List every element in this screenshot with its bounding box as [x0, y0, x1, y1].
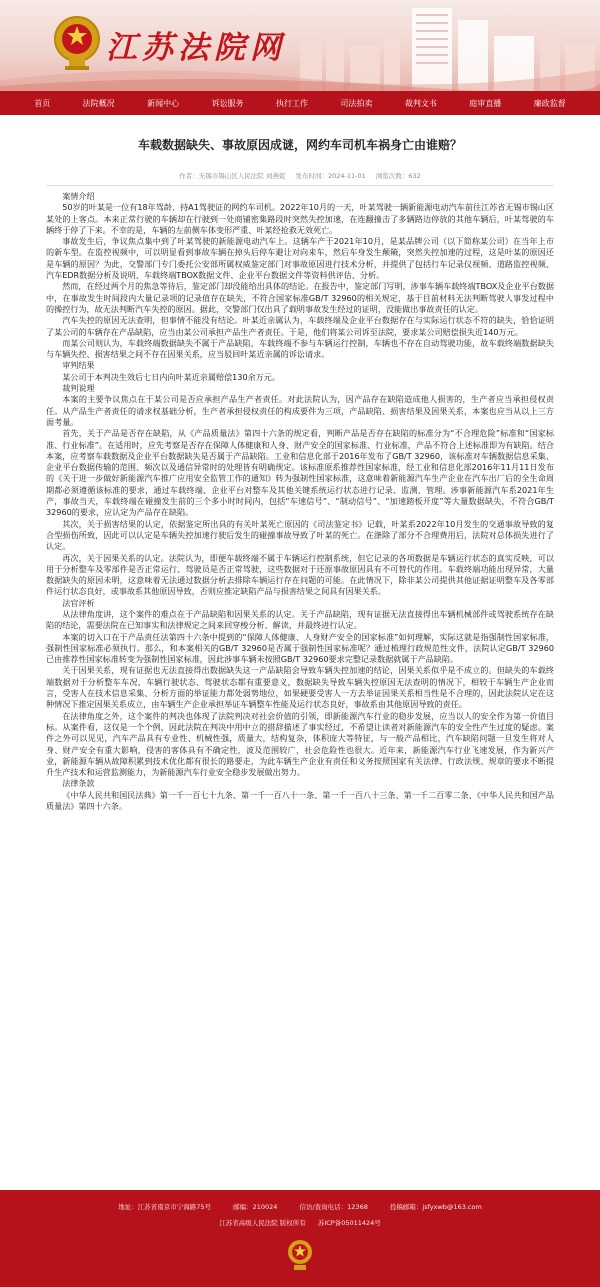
paragraph: 首先，关于产品是否存在缺陷，从《产品质量法》第四十六条的规定看，判断产品是否存在缺陷的标准分为“不合理危险”标准和“国家标准、行业标准”。在适用时，应先考察是否存在保障人体健康和人身、财产安全的国家标准、行业标准，产品不符合上述标准即为有缺陷。结合本案，应考察车载数据及企业平台数据缺失是否属于产品缺陷。工业和信息化部于2016年发布了GB/T 32960，该标准对车辆数据信息采集、企业平台数据传输的范围、频次以及通信异常时的处理皆有明确规定。该标准原系推荐性国家标准，经工业和信息化部2016年11月11日发布的《关于进一步做好新能源汽车推广应用安全监管工作的通知》转为强制性国家标准，这意味着新能源汽车生产企业在汽车出厂后的全生命周期都必须遵循该标准的要求，通过车载终端、企业平台对整车及其他关键系统运行状态进行记录、监测、管理。涉事新能源汽车系2021年生产，事故当天，车载终端在碰撞发生前的三个多小时时间内，包括“车速信号”、“制动信号”、“加速踏板开度”等大量数据缺失，不符合GB/T 32960的要求，应认定为产品存在缺陷。	[46, 428, 554, 518]
footer-postcode: 邮编：210024	[233, 1203, 278, 1211]
footer-phone: 信访/查询电话：12368	[299, 1203, 368, 1211]
footer-copyright-line	[0, 1218, 600, 1227]
paragraph: 50岁的叶某是一位有18年驾龄、持A1驾驶证的网约车司机。2022年10月的一天，叶某驾驶一辆新能源电动汽车前往江苏省无锡市锡山区某处的上客点。本来正常行驶的车辆却在行驶到一处商铺密集路段时突然失控加速，在连翻撞击了多辆路边停放的其他车辆后，叶某驾驶的车辆终于停了下来。不幸的是，车辆的左前侧车体变形严重、叶某经抢救无效死亡。	[46, 202, 554, 235]
paragraph: 再次，关于因果关系的认定。法院认为，即便车载终端不属于车辆运行控制系统，但它记录的各项数据是车辆运行状态的真实反映，可以用于分析整车及零部件是否正常运行、驾驶员是否正常驾驶，这些数据对于还原事故原因具有不可替代的作用。车载终端功能出现异常，大量数据缺失的原因未明，这意味着无法通过数据分析去排除车辆运行存在问题的可能。在此情况下，除非某公司提供其他证据证明整车及各零部件运行状态良好，或事故系其他原因导致，否则应推定缺陷产品与损害结果之间具有因果关系。	[46, 552, 554, 597]
article-meta	[20, 171, 580, 180]
footer-icp[interactable]: 苏ICP备05011424号	[317, 1219, 381, 1227]
article-author: 作者：无锡市锡山区人民法院 刘燕妮	[179, 172, 286, 180]
header-banner	[0, 0, 600, 91]
paragraph: 关于因果关系，现有证据也无法直接得出数据缺失这一产品缺陷会导致车辆失控加速的结论，因果关系似乎是不成立的。但缺失的车载终端数据对于分析整车车况、车辆行驶状态、驾驶状态都有重要意义，数据缺失导致车辆失控原因无法查明的情况下，相较于车辆生产企业而言，受害人在技术信息采集、分析方面的举证能力都处弱势地位，如果硬要受害人一方去举证因果关系相当性是不合理的，因此法院认定在这种情况下推定因果关系成立，由车辆生产企业承担举证车辆整车性能及运行状态良好，事故系由其他原因导致的责任。	[46, 665, 554, 710]
paragraph: 然而，在经过两个月的焦急等待后，鉴定部门却没能给出具体的结论。在报告中，鉴定部门写明，涉事车辆车载终端TBOX及企业平台数据中，在事故发生时间段内大量记录项的记录值存在缺失，不符合国家标准GB/T 32960的相关规定，基于目前材料无法判断驾驶人事发过程中的操控行为，故无法判断汽车失控的原因。据此，交警部门仅出具了载明事故发生经过的证明，没能做出事故责任的认定。	[46, 281, 554, 314]
court-emblem-icon	[52, 14, 102, 72]
title-divider	[46, 185, 554, 186]
paragraph: 事故发生后，争议焦点集中到了叶某驾驶的新能源电动汽车上。这辆车产于2021年10月，是某品牌公司（以下简称某公司）在当年上市的新车型。在监控视频中，可以明显看到事故车辆在掉头后停车避让对向来车，然后车身发生颠簸，突然失控加速的过程，这是叶某的原因还是车辆的原因？为此，交警部门专门委托公安部所属权威鉴定部门对事故原因进行技术分析，并提供了包括行车记录仪视频、道路监控视频、汽车EDR数据分析及说明、车载终端TBOX数据文件、企业平台数据文件等资料供评估、分析。	[46, 236, 554, 281]
article-title: 车载数据缺失、事故原因成谜，网约车司机车祸身亡由谁赔？	[137, 138, 462, 152]
paragraph: 而某公司则认为，车载终端数据缺失不属于产品缺陷，车载终端不参与车辆运行控制，车辆也不存在自动驾驶功能，故车载终端数据缺失与车辆失控、损害结果之间不存在因果关系，应当驳回叶某近亲属的诉讼请求。	[46, 337, 554, 360]
nav-judgments[interactable]: 裁判文书	[404, 98, 437, 108]
section-heading: 法官评析	[62, 597, 95, 608]
paragraph: 《中华人民共和国民法典》第一千一百七十九条、第一千一百八十一条、第一千一百八十三条、第一千二百零二条、《中华人民共和国产品质量法》第四十六条。	[46, 789, 554, 812]
main-nav	[0, 91, 600, 115]
paragraph: 本案的主要争议焦点在于某公司是否应承担产品生产者责任。对此法院认为，因产品存在缺陷造成他人损害的，生产者应当承担侵权责任。从产品生产者责任的请求权基础分析，生产者承担侵权责任的构成要件为三项，产品缺陷、损害结果及因果关系，本案也应当从以上三方面考量。	[46, 394, 554, 427]
nav-court-overview[interactable]: 法院概况	[82, 98, 115, 108]
nav-trial-live[interactable]: 庭审直播	[469, 98, 502, 108]
site-title: 江苏法院网	[106, 30, 286, 66]
footer-address: 地址：江苏省南京市宁海路75号	[118, 1203, 211, 1211]
article-body	[46, 191, 554, 812]
section-heading: 法律条款	[62, 778, 95, 789]
paragraph: 某公司于本判决生效后七日内向叶某近亲属赔偿130余万元。	[62, 371, 280, 382]
nav-litigation-service[interactable]: 诉讼服务	[211, 98, 244, 108]
nav-home[interactable]: 首页	[34, 98, 51, 108]
paragraph: 汽车失控的原因无法查明，但事情不能没有结论。叶某近亲属认为，车载终端及企业平台数据存在与实际运行状态不符的缺失，恰恰证明了某公司的车辆存在产品缺陷，应当由某公司承担产品生产者责任。于是，他们将某公司诉至法院，要求某公司赔偿损失近140万元。	[46, 315, 554, 337]
footer-email[interactable]: 投稿邮箱：jsfyxwb@163.com	[389, 1203, 482, 1211]
section-heading: 审判结果	[62, 360, 95, 371]
nav-judicial-auction[interactable]: 司法拍卖	[340, 98, 373, 108]
footer-copyright: 江苏省高级人民法院 版权所有	[219, 1219, 306, 1227]
paragraph: 在法律角度之外，这个案件的判决也体现了法院判决对社会价值的引领，即新能源汽车行业的稳步发展，应当以人的安全作为第一价值目标。从案件看，这仅是一个个例，因此法院在判决中用中立的措辞描述了事实经过，不希望让读者对新能源汽车的安全性产生过度的疑虑。案件之外可以见见，汽车产品具有专业性、机械性强，质量大，结构复杂，体积庞大等特征，与一般产品相比，汽车缺陷问题一旦发生将对人身、财产安全有重大影响，侵害的客体具有不确定性，波及范围较广，社会危险性也很大。近年来，新能源汽车行业飞速发展，作为新兴产业，新能源车辆从故障积累到技术优化都有很长的路要走，为此车辆生产企业有责任和义务按照国家有关法律、行政法规、规章的要求不断提升生产技术和运营监测能力，为新能源汽车行业安全稳步发展做出努力。	[46, 710, 554, 778]
paragraph: 其次，关于损害结果的认定，依据鉴定所出具的有关叶某死亡原因的《司法鉴定书》记载，叶某系2022年10月发生的交通事故导致的复合型损伤所致，因此可以认定是车辆失控加速行驶后发生的碰撞事故导致了叶某的死亡。在涤除了部分不合理费用后，法院对总体损失进行了认定。	[46, 518, 554, 552]
nav-integrity[interactable]: 廉政监督	[533, 98, 566, 108]
paragraph: 本案的切入口在于产品责任法第四十六条中提到的“保障人体健康、人身财产安全的国家标准”如何理解，实际这就是指强制性国家标准，强制性国家标准必须执行。那么，和本案相关的GB/T 32960是否属于强制性国家标准呢？通过梳理行政规范性文件，法院认定GB/T 32960已由推荐性国家标准转变为强制性国家标准，因此涉事车辆未按照GB/T 32960要求完整记录数据就属于产品缺陷。	[46, 631, 554, 665]
site-footer	[0, 1190, 600, 1287]
section-heading: 裁判说理	[62, 383, 95, 394]
paragraph: 从法律角度讲，这个案件的难点在于产品缺陷和因果关系的认定。关于产品缺陷，现有证据无法直接得出车辆机械部件或驾驶系统存在缺陷的结论，需要法院在已知事实和法律规定之间来回穿梭分析、解读，并最终进行认定。	[46, 608, 554, 631]
article-views: 浏览次数：632	[375, 172, 421, 180]
section-heading: 案情介绍	[62, 191, 95, 201]
nav-enforcement[interactable]: 执行工作	[275, 98, 308, 108]
article-time: 发布时间：2024-11-01	[295, 172, 366, 180]
nav-news-center[interactable]: 新闻中心	[147, 98, 180, 108]
footer-contact	[0, 1202, 600, 1211]
court-emblem-icon	[285, 1238, 315, 1272]
